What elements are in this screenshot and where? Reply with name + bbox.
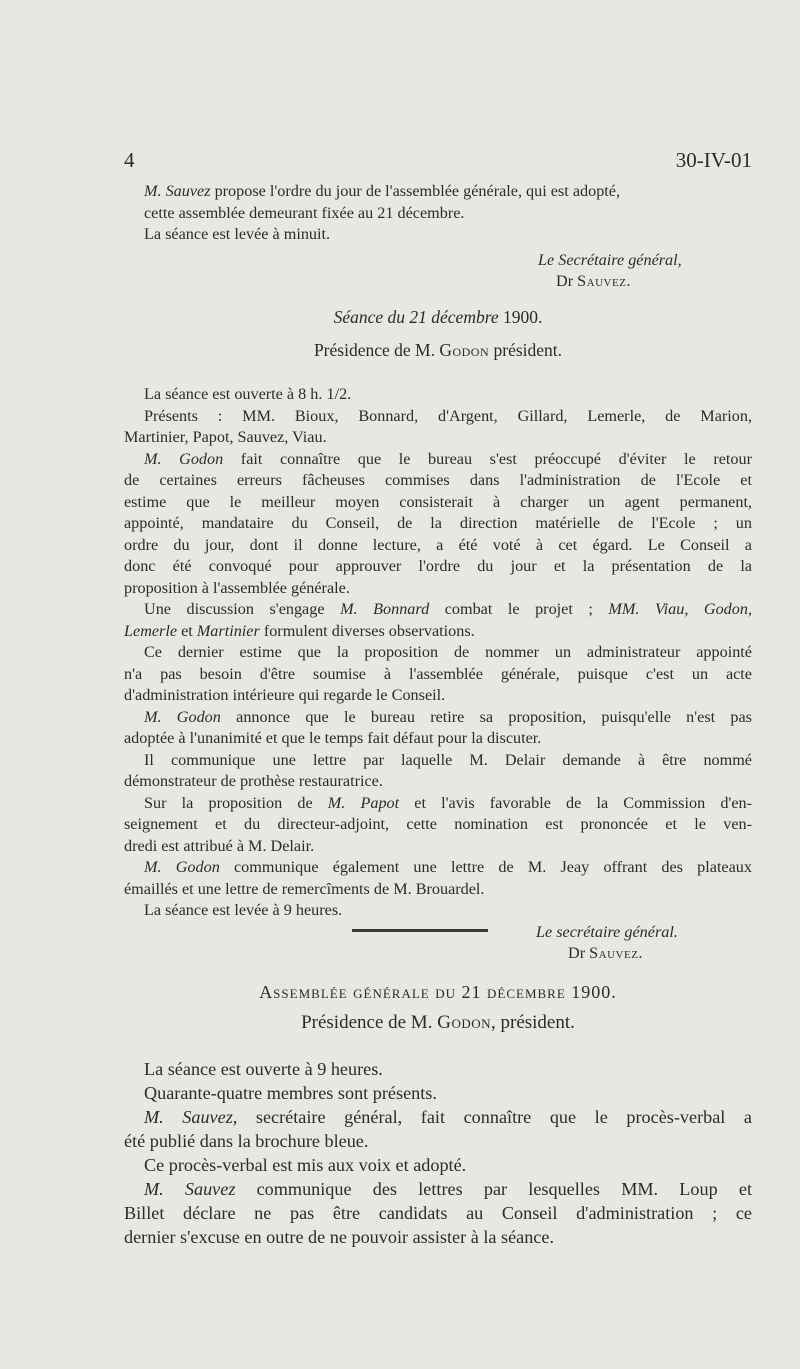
text-run: La séance est ouverte à 9 heures. [144, 1059, 383, 1079]
top-paragraph [124, 181, 752, 246]
text-line [124, 1225, 752, 1249]
seance-body [124, 384, 752, 922]
italic-run: M. Sauvez [144, 182, 211, 200]
text-run: communique des lettres par lesquelles MM. Loup et [235, 1179, 752, 1199]
text-line [124, 203, 752, 225]
text-run: Quarante-quatre membres sont présents. [144, 1083, 437, 1103]
italic-run: M. Sauvez [144, 1107, 233, 1127]
text-run: propose l'ordre du jour de l'assemblée générale, qui est adopté, [210, 182, 621, 200]
text-run: Sur la proposition de [144, 793, 328, 812]
text-run: émaillés et une lettre de remercîments de M. Brouardel. [124, 879, 485, 898]
seance-section [124, 384, 752, 965]
text-run: et l'avis favorable de la Commission d'en- [399, 793, 752, 812]
text-run: proposition à l'assemblée générale. [124, 578, 350, 597]
header-date: 30-IV-01 [675, 148, 752, 172]
text-line [124, 599, 752, 621]
text-run: adoptée à l'unanimité et que le temps fait défaut pour la discuter. [124, 729, 542, 747]
italic-run: M. Godon [144, 449, 224, 468]
text-run: Une discussion s'engage [144, 600, 341, 618]
text-run: combat le projet ; [429, 600, 609, 618]
text-run: démonstrateur de prothèse restauratrice. [124, 772, 383, 790]
text-run: La séance est levée à 9 heures. [144, 901, 343, 919]
text-run: seignement et du directeur-adjoint, cette nomination est prononcée et le ven- [124, 815, 752, 833]
italic-run: M. Godon [144, 858, 220, 876]
text-line [124, 707, 752, 729]
text-line [124, 556, 752, 578]
text-line [124, 492, 752, 514]
text-run: Martinier, Papot, Sauvez, Viau. [124, 428, 327, 446]
text-line [124, 470, 752, 492]
text-line [124, 1177, 752, 1201]
signature-name: Dr Sauvez. [556, 272, 631, 290]
text-line [124, 427, 752, 449]
text-run: communique également une lettre de M. Jeay offrant des plateaux [219, 858, 752, 876]
text-run: La séance est levée à minuit. [144, 225, 331, 243]
assemblee-presidence: Présidence de M. Godon, président. [301, 1012, 575, 1033]
text-run: n'a pas besoin d'être soumise à l'assemblée générale, puisque c'est un acte [124, 664, 752, 683]
signature-title: Le Secrétaire général, [538, 250, 682, 269]
italic-run: M. Godon [144, 707, 221, 726]
assemblee-body [124, 1057, 752, 1249]
seance-title: Séance du 21 décembre 1900. [333, 307, 543, 327]
text-run: appointé, mandataire du Conseil, de la direction matérielle de l'Ecole ; un [124, 514, 752, 532]
text-line [124, 685, 752, 707]
text-run: donc été convoqué pour approuver l'ordre du jour et la présentation de la [124, 557, 752, 575]
seance-presidence: Présidence de M. Godon président. [313, 340, 563, 360]
text-run: Billet déclare ne pas être candidats au Conseil d'administration ; ce [124, 1203, 752, 1223]
text-run: Ce procès-verbal est mis aux voix et adopté. [144, 1155, 467, 1175]
text-line [124, 384, 752, 406]
text-run: La séance est ouverte à 8 h. 1/2. [144, 385, 352, 403]
text-line [124, 1057, 752, 1081]
text-line [124, 1081, 752, 1105]
top-section [124, 181, 752, 293]
italic-run: Lemerle [124, 621, 178, 640]
text-line [124, 793, 752, 815]
text-line [124, 1129, 752, 1153]
text-run: ordre du jour, dont il donne lecture, a été voté à cet égard. Le Conseil a [124, 535, 752, 554]
text-line [124, 621, 752, 643]
text-line [124, 664, 752, 686]
text-line [124, 513, 752, 535]
italic-run: Martinier [196, 621, 260, 640]
text-line [124, 578, 752, 600]
text-run: de certaines erreurs fâcheuses commises dans l'administration de l'Ecole et [124, 471, 752, 489]
text-line [124, 1201, 752, 1225]
text-run: Présents : MM. Bioux, Bonnard, d'Argent, Gillard, Lemerle, de Marion, [144, 406, 752, 425]
text-line [124, 1105, 752, 1129]
text-line [124, 857, 752, 879]
text-run: fait connaître que le bureau s'est préoccupé d'éviter le retour [223, 449, 752, 468]
text-run: annonce que le bureau retire sa proposition, puisqu'elle n'est pas [220, 707, 752, 726]
text-run: formulent diverses observations. [259, 621, 475, 640]
page-number: 4 [124, 148, 135, 172]
section-divider [352, 929, 488, 932]
text-line [124, 449, 752, 471]
text-line [124, 642, 752, 664]
text-run: d'administration intérieure qui regarde le Conseil. [124, 686, 446, 704]
text-run: dernier s'excuse en outre de ne pouvoir assister à la séance. [124, 1227, 554, 1247]
text-run: Il communique une lettre par laquelle M. Delair demande à être nommé [144, 750, 752, 769]
text-line [124, 1153, 752, 1177]
text-line [124, 836, 752, 858]
italic-run: M. Bonnard [340, 600, 430, 618]
text-line [124, 728, 752, 750]
text-line [124, 771, 752, 793]
text-line [124, 814, 752, 836]
text-line [124, 406, 752, 428]
seance-signature-title: Le secrétaire général. [536, 922, 678, 941]
text-run: Ce dernier estime que la proposition de nommer un administrateur appointé [144, 643, 752, 661]
text-run: , secrétaire général, fait connaître que le procès-verbal a [232, 1107, 752, 1127]
text-run: et [177, 621, 197, 640]
assemblee-title: Assemblée générale du 21 décembre 1900. [259, 982, 617, 1002]
text-line [124, 181, 752, 203]
text-line [124, 535, 752, 557]
text-run: cette assemblée demeurant fixée au 21 décembre. [144, 203, 465, 222]
text-run: été publié dans la brochure bleue. [124, 1131, 369, 1151]
italic-run: M. Sauvez [144, 1179, 236, 1199]
seance-signature-name: Dr Sauvez. [568, 944, 643, 962]
text-line [124, 224, 752, 246]
italic-run: M. Papot [327, 793, 400, 812]
text-line [124, 879, 752, 901]
italic-run: MM. Viau, Godon, [608, 600, 752, 618]
text-line [124, 900, 752, 922]
text-run: dredi est attribué à M. Delair. [124, 836, 315, 855]
assemblee-section [124, 1057, 752, 1249]
text-line [124, 750, 752, 772]
text-run: estime que le meilleur moyen consisterait à charger un agent permanent, [124, 492, 752, 511]
